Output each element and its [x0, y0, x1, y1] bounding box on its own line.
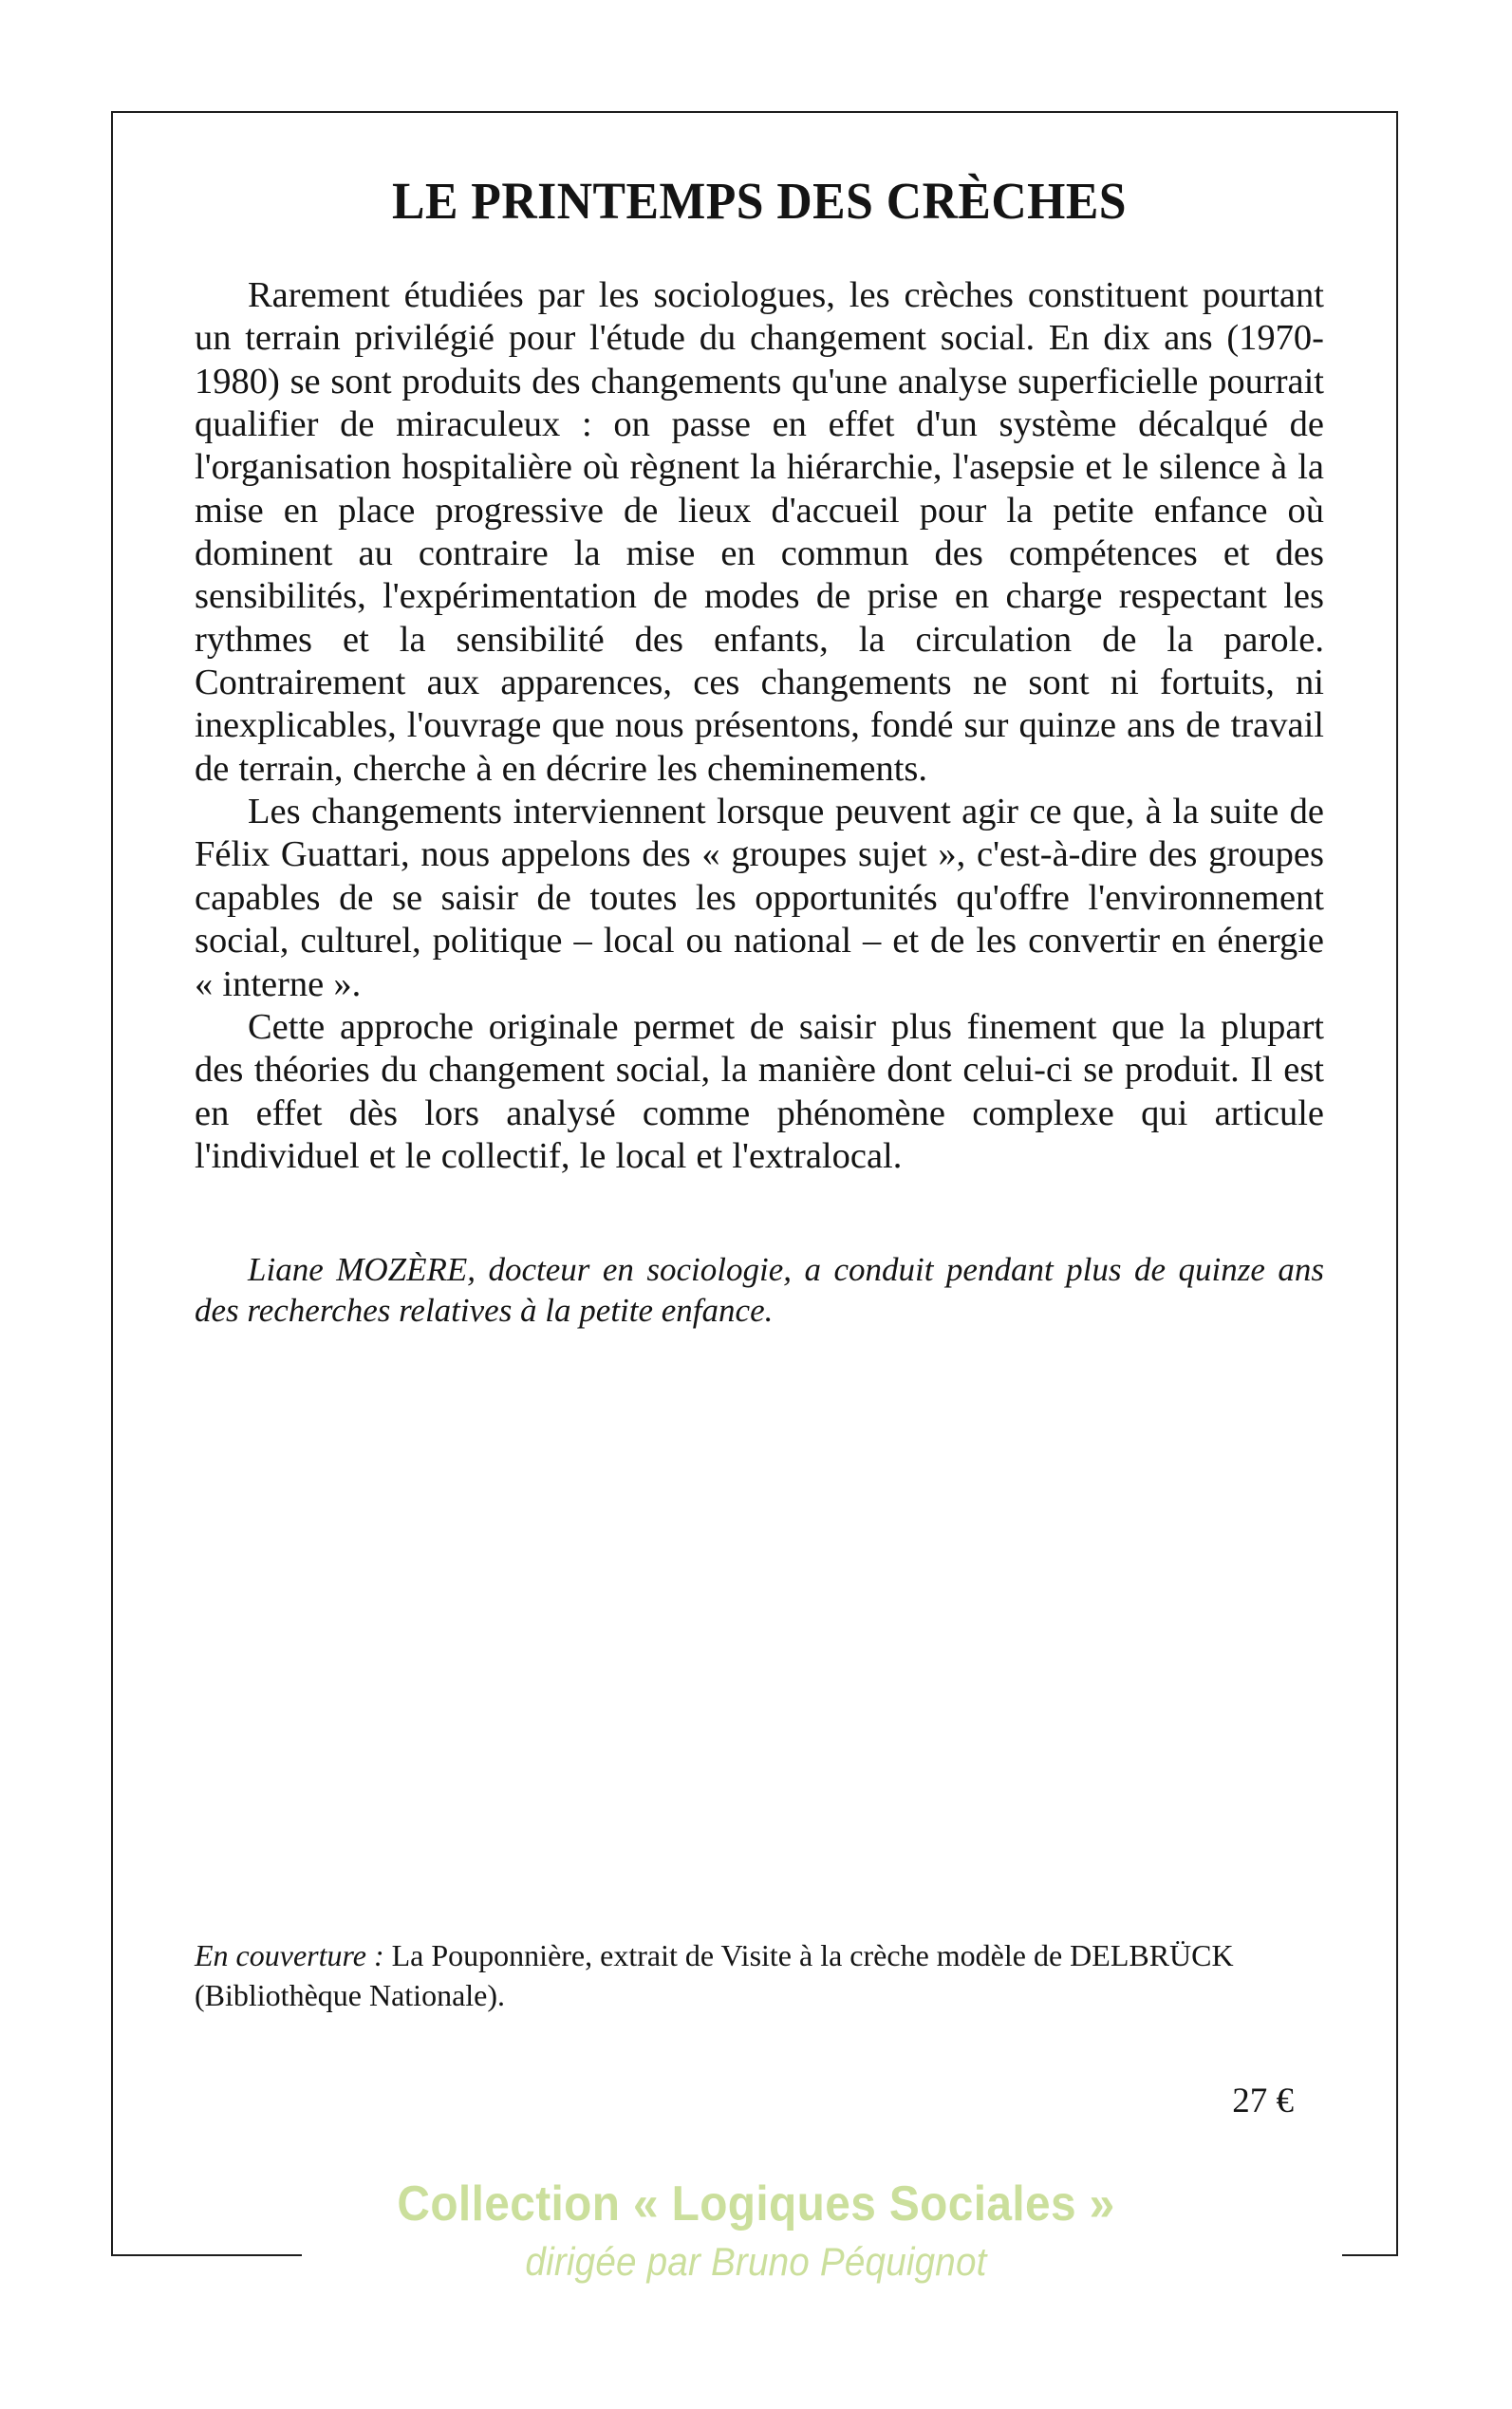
collection-title: Collection « Logiques Sociales »	[397, 2176, 1115, 2232]
book-title: LE PRINTEMPS DES CRÈCHES	[391, 172, 1128, 230]
blurb-paragraph-1: Rarement étudiées par les sociologues, les crèches constituent pourtant un terrain privilégié pour l'étude du changement social. En dix ans (1970-1980) se sont produits des changements qu'une analyse superficielle pourrait qualifier de miraculeux : on passe en effet d'un système décalqué de l'organisation hospitalière où règnent la hiérarchie, l'asepsie et le silence à la mise en place progressive de lieux d'accueil pour la petite enfance où dominent au contraire la mise en commun des compétences et des sensibilités, l'expérimentation de modes de prise en charge respectant les rythmes et la sensibilité des enfants, la circulation de la parole. Contrairement aux apparences, ces changements ne sont ni fortuits, ni inexplicables, l'ouvrage que nous présentons, fondé sur quinze ans de travail de terrain, cherche à en décrire les cheminements.	[195, 275, 1324, 789]
cover-image-credit	[195, 1936, 1324, 2015]
price-label: 27 €	[1232, 2082, 1294, 2120]
collection-footer	[0, 2176, 1512, 2284]
blurb-paragraph-2: Les changements interviennent lorsque peuvent agir ce que, à la suite de Félix Guattari, nous appelons des « groupes sujet », c'est-à-dire des groupes capables de se saisir de toutes les opportunités qu'offre l'environnement social, culturel, politique – local ou national – et de les convertir en énergie « interne ».	[195, 792, 1324, 1004]
back-cover-content	[195, 171, 1324, 1365]
author-biography-note: Liane MOZÈRE, docteur en sociologie, a conduit pendant plus de quinze ans des recherches relatives à la petite enfance.	[195, 1251, 1324, 1329]
cover-credit-text: La Pouponnière, extrait de Visite à la crèche modèle de DELBRÜCK (Bibliothèque Nationale).	[195, 1938, 1234, 2012]
blurb-paragraph-3: Cette approche originale permet de saisir plus finement que la plupart des théories du changement social, la manière dont celui-ci se produit. Il est en effet dès lors analysé comme phénomène complexe qui articule l'individuel et le collectif, le local et l'extralocal.	[195, 1006, 1324, 1176]
collection-editor: dirigée par Bruno Péquignot	[525, 2239, 987, 2284]
cover-credit-label: En couverture :	[195, 1938, 384, 1972]
